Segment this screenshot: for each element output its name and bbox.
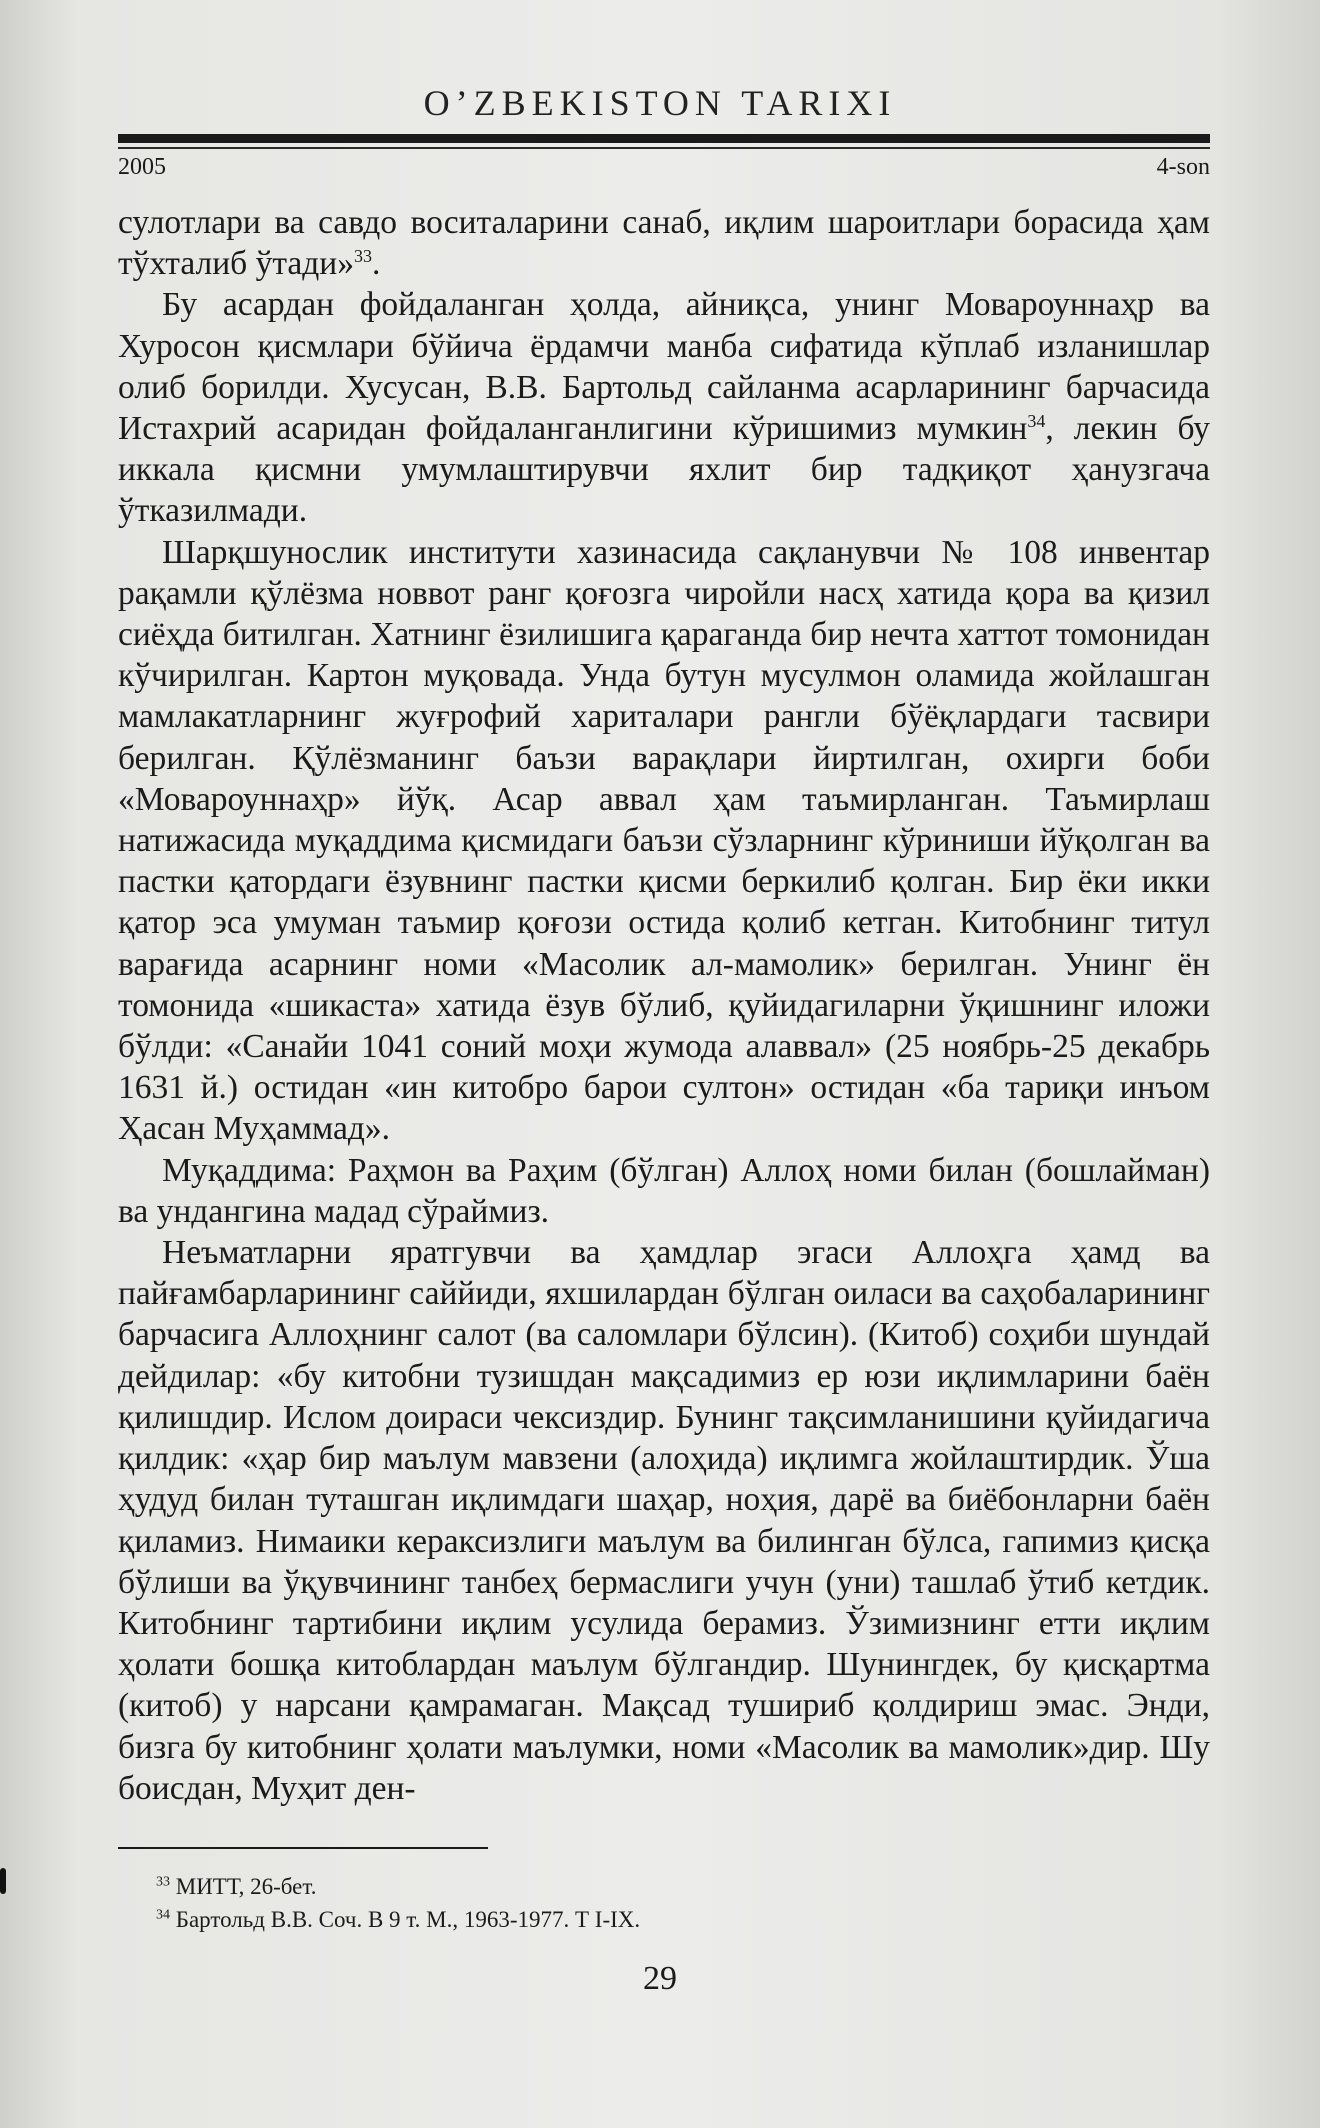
header-rule-thick — [118, 134, 1210, 143]
paragraph-text: сулотлари ва савдо воситаларини санаб, иқлим шароитлари борасида ҳам тўхталиб ўтади» — [118, 204, 1210, 283]
footnote-33 — [156, 1870, 640, 1903]
paragraph-1 — [118, 202, 1210, 284]
paragraph-2 — [118, 284, 1210, 531]
footnote-ref-33: 33 — [353, 246, 372, 267]
header-issue: 4-son — [1156, 154, 1210, 180]
paragraph-5: Неъматларни яратгувчи ва ҳамдлар эгаси Аллоҳга ҳамд ва пайғамбарларининг саййиди, яхшилардан бўлган оиласи ва саҳобаларининг барчасига Аллоҳнинг салот (ва саломлари бўлсин). (Китоб) соҳиби шундай дейдилар: «бу китобни тузишдан мақсадимиз ер юзи иқлимларини баён қилишдир. Ислом доираси чексиздир. Бунинг тақсимланишини қуйидагича қилдик: «ҳар бир маълум мавзени (алоҳида) иқлимга жойлаштирдик. Ўша ҳудуд билан туташган иқлимдаги шаҳар, ноҳия, дарё ва биёбонларни баён қиламиз. Нимаики кераксизлиги маълум ва билинган бўлса, гапимиз қисқа бўлиши ва ўқувчининг танбеҳ бермаслиги учун (уни) ташлаб ўтиб кетдик. Китобнинг тартибини иқлим усулида берамиз. Ўзимизнинг етти иқлим ҳолати бошқа китоблардан маълум бўлгандир. Шунингдек, бу қисқартма (китоб) у нарсани қамрамаган. Мақсад тушириб қолдириш эмас. Энди, бизга бу китобнинг ҳолати маълумки, номи «Масолик ва мамолик»дир. Шу боисдан, Муҳит ден- — [118, 1234, 1210, 1807]
paragraph-3: Шарқшунослик институти хазинасида сақланувчи № 108 инвентар рақамли қўлёзма новвот ранг қоғозга чиройли насҳ хатида қора ва қизил сиёҳда битилган. Хатнинг ёзилишига қараганда бир нечта хаттот томонидан кўчирилган. Картон муқовада. Унда бутун мусулмон оламида жойлашган мамлакатларнинг жуғрофий хариталари рангли бўёқлардаги тасвири берилган. Қўлёзманинг баъзи варақлари йиртилган, охирги боби «Мовароуннаҳр» йўқ. Асар аввал ҳам таъмирланган. Таъмирлаш натижасида муқаддима қисмидаги баъзи сўзларнинг кўриниши йўқолган ва пастки қатордаги ёзувнинг пастки қисми беркилиб қолган. Бир ёки икки қатор эса умуман таъмир қоғози остида қолиб кетган. Китобнинг титул варағида асарнинг номи «Масолик ал-мамолик» берилган. Унинг ён томонида «шикаста» хатида ёзув бўлиб, қуйидагиларни ўқишнинг иложи бўлди: «Санайи 1041 соний моҳи жумода алаввал» (25 ноябрь-25 декабрь 1631 й.) остидан «ин китобро барои султон» остидан «ба тариқи инъом Ҳасан Муҳаммад». — [118, 533, 1210, 1148]
footnote-ref-34: 34 — [1027, 410, 1046, 431]
article-body — [118, 202, 1210, 1809]
paragraph-tail: . — [371, 245, 381, 283]
paragraph-text: Бу асардан фойдаланган ҳолда, айниқса, унинг Мовароуннаҳр ва Хуросон қисмлари бўйича ёрдамчи манба сифатида кўплаб изланишлар олиб борилди. Хусусан, В.В. Бартольд сайланма асарларининг барчасида Истахрий асаридан фойдаланганлигини кўришимиз мумкин — [118, 286, 1210, 448]
header-rule-thin — [118, 147, 1210, 149]
footnote-number: 33 — [156, 1874, 170, 1890]
page-number: 29 — [643, 1960, 677, 1997]
footnote-text: Бартольд В.В. Соч. В 9 т. М., 1963-1977. Т I-IX. — [175, 1907, 641, 1932]
paragraph-tail: , лекин бу иккала қисмни умумлаштирувчи яхлит бир тадқиқот ҳанузгача ўтказилмади. — [118, 410, 1210, 530]
footnote-text: МИТТ, 26-бет. — [175, 1874, 317, 1899]
paragraph-4: Муқаддима: Раҳмон ва Раҳим (бўлган) Аллоҳ номи билан (бошлайман) ва ундангина мадад сўраймиз. — [118, 1151, 1210, 1230]
header-year: 2005 — [118, 154, 166, 180]
journal-title: O’ZBEKISTON TARIXI — [423, 83, 897, 123]
footnotes — [156, 1870, 640, 1936]
footnote-number: 34 — [156, 1907, 170, 1923]
footnote-separator — [118, 1847, 488, 1849]
footnote-34 — [156, 1903, 640, 1936]
scan-edge-mark — [0, 1868, 6, 1894]
